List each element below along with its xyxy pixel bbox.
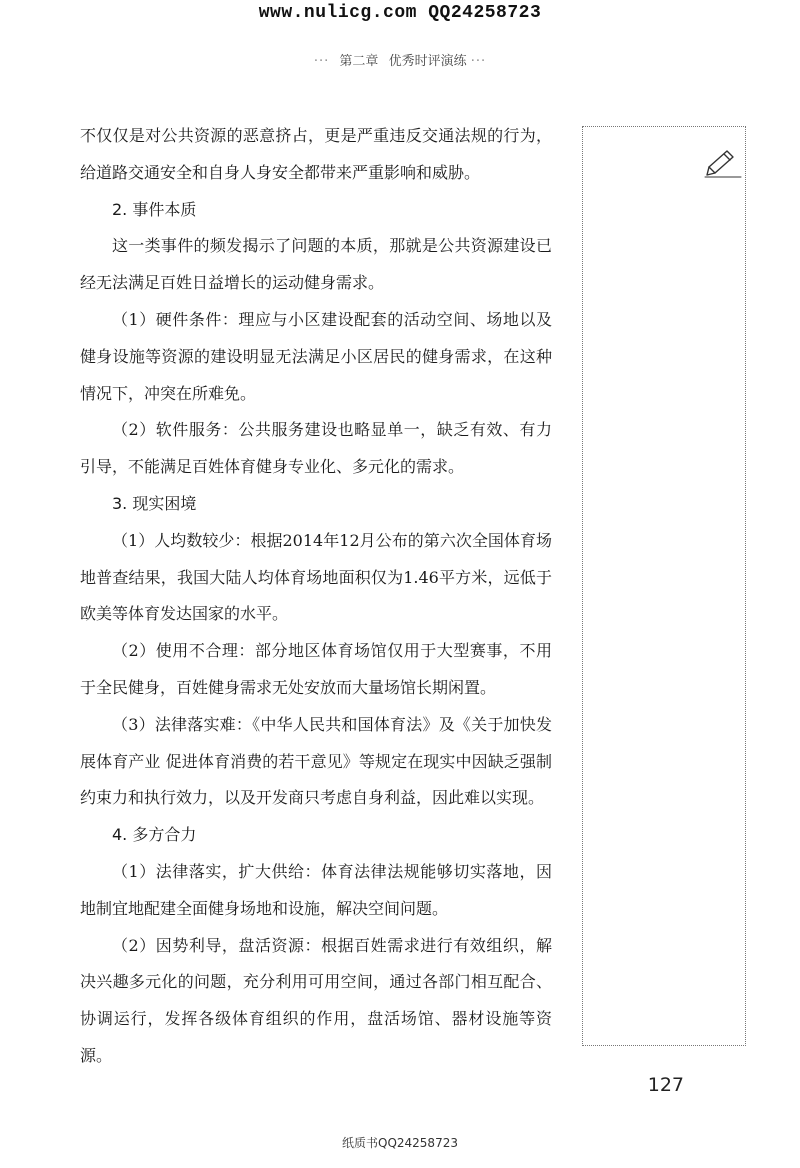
body-text	[80, 118, 552, 1075]
section-heading: 3. 现实困境	[112, 493, 197, 513]
paragraph: 不仅仅是对公共资源的恶意挤占，更是严重违反交通法规的行为，给道路交通安全和自身人身安全都带来严重影响和威胁。	[80, 126, 552, 182]
watermark-bottom: 纸质书QQ24258723	[342, 1136, 458, 1150]
running-header	[0, 50, 800, 69]
section-heading: 4. 多方合力	[112, 825, 197, 845]
watermark-top: www.nulicg.com QQ24258723	[258, 3, 542, 23]
paragraph: （1）人均数较少：根据2014年12月公布的第六次全国体育场地普查结果，我国大陆人均体育场地面积仅为1.46平方米，远低于欧美等体育发达国家的水平。	[80, 530, 552, 624]
page-number: 127	[647, 1074, 684, 1096]
paragraph: （2）使用不合理：部分地区体育场馆仅用于大型赛事，不用于全民健身，百姓健身需求无处安放而大量场馆长期闲置。	[80, 641, 552, 697]
paragraph: （2）因势利导，盘活资源：根据百姓需求进行有效组织，解决兴趣多元化的问题，充分利用可用空间，通过各部门相互配合、协调运行，发挥各级体育组织的作用，盘活场馆、器材设施等资源。	[80, 935, 552, 1065]
pencil-icon	[703, 145, 743, 179]
notes-margin-box	[582, 126, 746, 1046]
chapter-title: 优秀时评演练	[388, 54, 467, 69]
header-right-dots: ···	[470, 54, 487, 69]
header-left-dots: ···	[313, 54, 330, 69]
chapter-label: 第二章	[339, 54, 379, 69]
paragraph: 这一类事件的频发揭示了问题的本质，那就是公共资源建设已经无法满足百姓日益增长的运动健身需求。	[80, 236, 552, 293]
paragraph: （3）法律落实难：《中华人民共和国体育法》及《关于加快发展体育产业 促进体育消费的若干意见》等规定在现实中因缺乏强制约束力和执行效力，以及开发商只考虑自身利益，因此难以实现。	[80, 714, 552, 808]
paragraph: （1）硬件条件：理应与小区建设配套的活动空间、场地以及健身设施等资源的建设明显无法满足小区居民的健身需求，在这种情况下，冲突在所难免。	[80, 309, 552, 403]
paragraph: （1）法律落实，扩大供给：体育法律法规能够切实落地，因地制宜地配建全面健身场地和设施，解决空间问题。	[80, 861, 552, 918]
paragraph: （2）软件服务：公共服务建设也略显单一，缺乏有效、有力引导，不能满足百姓体育健身专业化、多元化的需求。	[80, 420, 552, 477]
section-heading: 2. 事件本质	[112, 199, 197, 219]
